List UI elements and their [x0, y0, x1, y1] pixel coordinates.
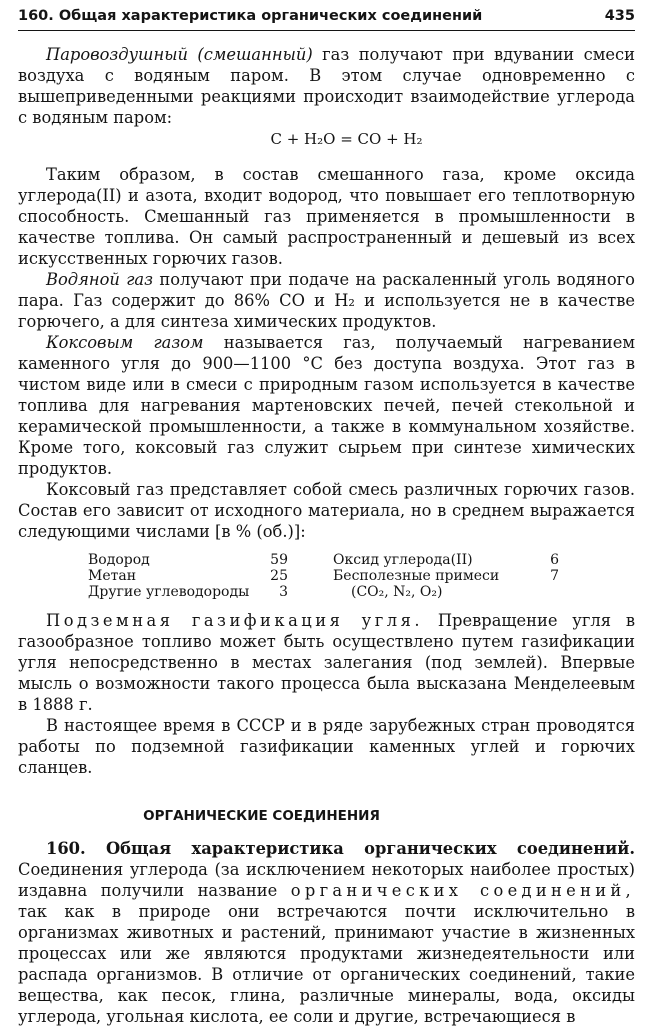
- term-underground-gasification: Подземная газификация угля.: [46, 611, 424, 630]
- paragraph-text: получают при подаче на раскаленный уголь водяного пара. Газ содержит до 86% CO и H₂ и используется не в качестве горючего, а для синтеза химических продуктов.: [18, 270, 635, 331]
- section-heading: ОРГАНИЧЕСКИЕ СОЕДИНЕНИЯ: [143, 808, 380, 824]
- term-coke-gas: Коксовым газом: [46, 333, 204, 352]
- spaced-term: органических соединений,: [290, 881, 635, 900]
- table-cell: Метан: [88, 568, 137, 584]
- composition-table: [88, 552, 559, 600]
- paragraph-water-gas: [18, 269, 635, 332]
- table-cell: Оксид углерода(II): [333, 552, 473, 568]
- paragraph-mixed-gas: [18, 44, 635, 128]
- table-cell: (CO₂, N₂, O₂): [351, 584, 443, 600]
- table-row: [88, 568, 559, 584]
- table-cell: 59: [270, 552, 288, 568]
- paragraph-mixed-gas-composition: Таким образом, в состав смешанного газа, кроме оксида углерода(II) и азота, входит водород, что повышает его теплотворную способность. Смешанный газ применяется в промышленности в качестве топлива. Он самый распространенный и дешевый из всех искусственных горючих газов.: [18, 165, 635, 268]
- running-header: [18, 4, 635, 31]
- paragraph-text: так как в природе они встречаются почти исключительно в организмах животных и растений, принимают участие в жизненных процессах или же являются продуктами жизнедеятельности или распада организмов. В отличие от органических соединений, такие вещества, как песок, глина, различные минералы, вода, оксиды углерода, угольная кислота, ее соли и другие, встречающиеся в: [18, 902, 635, 1026]
- table-cell: 7: [550, 568, 559, 584]
- term-mixed-gas: Паровоздушный (смешанный): [46, 45, 313, 64]
- paragraph-coke-gas-composition: Коксовый газ представляет собой смесь различных горючих газов. Состав его зависит от исходного материала, но в среднем выражается следующими числами [в % (об.)]:: [18, 480, 635, 541]
- table-cell: [541, 584, 559, 600]
- paragraph-organic-compounds: [18, 838, 635, 1027]
- page-number: 435: [604, 8, 635, 24]
- term-water-gas: Водяной газ: [46, 270, 154, 289]
- paragraph-text: газ получают при вдувании смеси воздуха с водяным паром. В этом случае одновременно с вышеприведенными реакциями происходит взаимодействие углерода с водяным паром:: [18, 45, 635, 127]
- header-title: 160. Общая характеристика органических соединений: [18, 8, 483, 24]
- paragraph-coke-gas: [18, 332, 635, 479]
- table-cell: Бесполезные примеси: [333, 568, 500, 584]
- table-cell: Другие углеводороды: [88, 584, 250, 600]
- paragraph-text: Превращение угля в газообразное топливо может быть осуществлено путем газификации угля непосредственно в местах залегания (под землей). Впервые мысль о возможности такого процесса была высказана Менделеевым в 1888 г.: [18, 611, 635, 714]
- formula-water-gas: C + H₂O = CO + H₂: [270, 130, 423, 148]
- page-body: [18, 44, 635, 1027]
- table-row: [88, 584, 559, 600]
- table-cell: 6: [550, 552, 559, 568]
- paragraph-text: называется газ, получаемый нагреванием каменного угля до 900—1100 °C без доступа воздуха. Этот газ в чистом виде или в смеси с природным газом используется в качестве топлива для нагревания мартеновских печей, печей стекольной и керамической промышленности, а также в коммунальном хозяйстве. Кроме того, коксовый газ служит сырьем при синтезе химических продуктов.: [18, 333, 635, 478]
- paragraph-underground-gasification: [18, 610, 635, 715]
- table-row: [88, 552, 559, 568]
- paragraph-ussr-work: В настоящее время в СССР и в ряде зарубежных стран проводятся работы по подземной газификации каменных углей и горючих сланцев.: [18, 716, 635, 777]
- table-cell: 3: [279, 584, 288, 600]
- table-cell: 25: [270, 568, 288, 584]
- section-lead: 160. Общая характеристика органических соединений.: [46, 839, 635, 858]
- table-cell: Водород: [88, 552, 150, 568]
- paragraph-text: Соединения углерода (за исключением некоторых наиболее простых) издавна получили название: [18, 860, 635, 900]
